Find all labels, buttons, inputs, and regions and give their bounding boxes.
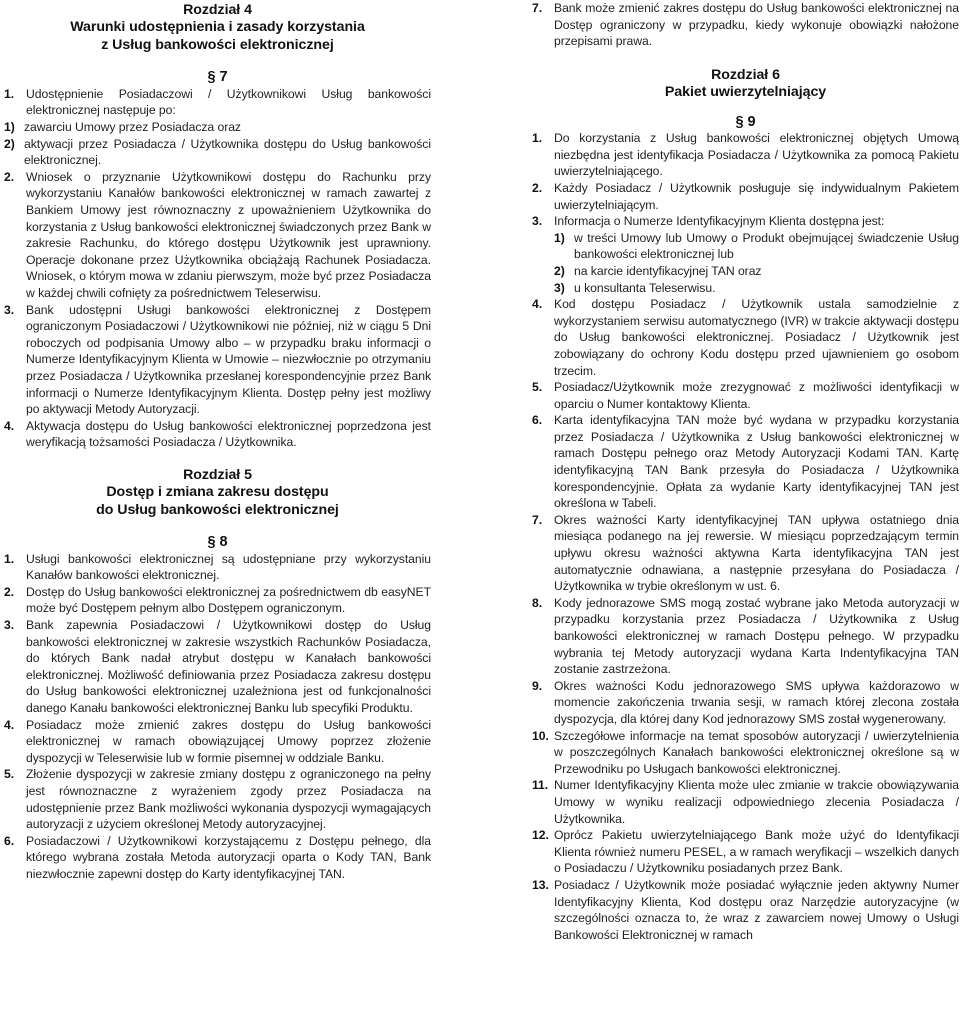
s9-item-4-text: Kod dostępu Posiadacz / Użytkownik ustala samodzielnie z wykorzystaniem serwisu automatycznego (IVR) w trakcie aktywacji dostępu do Usług bankowości elektronicznej. Posiadacz / Użytkownik jest zobowiązany do ochrony Kodu dostępu przed ujawnieniem go osobom trzecim. [554,297,959,378]
s9-item-4-number: 4. [532,297,543,312]
s9-item-13-number: 13. [532,877,549,892]
s9-item-13 [532,877,959,943]
s7-sub-1 [4,119,431,136]
s9-sub-3-number: 3) [554,280,565,295]
chapter-5-title [4,467,431,519]
s7-sub-1-text: zawarciu Umowy przez Posiadacza oraz [24,120,241,134]
chapter-5-title-line-1: Dostęp i zmiana zakresu dostępu [106,484,329,501]
s8-item-4 [4,717,431,767]
s8-item-4-text: Posiadacz może zmienić zakres dostępu do Usług bankowości elektronicznej w ramach obowiązującej Umowy poprzez złożenie dyspozycji w Teleserwisie lub w formie pisemnej w oddziale Banku. [26,717,431,765]
s8-item-7-number: 7. [532,1,543,15]
s9-item-2-number: 2. [532,180,543,195]
s8-item-6-number: 6. [4,833,15,848]
s8-item-1-number: 1. [4,551,15,566]
s9-item-7-number: 7. [532,512,543,527]
section-8-heading: § 8 [207,534,228,551]
s9-item-12-number: 12. [532,828,549,843]
s9-sub-1 [554,230,959,263]
s7-item-1 [4,86,431,119]
s9-sub-1-text: w treści Umowy lub Umowy o Produkt obejmującej świadczenie Usług bankowości elektronicznej lub [574,230,959,262]
chapter-6-title [532,67,959,102]
s9-item-7 [532,512,959,595]
s7-item-2-text: Wniosek o przyznanie Użytkownikowi dostępu do Rachunku przy wykorzystaniu Kanałów bankowości elektronicznej w ramach zawartej z Bankiem Umowy jest równoznaczny z upoważnieniem Użytkownika do korzystania z Usług bankowości elektronicznej świadczonych przez Bank w zakresie Rachunku, do którego dostępu Użytkownik jest uprawniony. Operacje dokonane przez Użytkownika obciążają Rachunek Posiadacza. Wniosek, o którym mowa w zdaniu pierwszym, może być przez Posiadacza w każdej chwili cofnięty za pośrednictwem Teleserwisu. [26,169,431,300]
s7-item-2 [4,169,431,302]
s9-sub-1-number: 1) [554,230,565,245]
s8-item-4-number: 4. [4,717,15,732]
s7-item-3 [4,302,431,418]
s9-item-10 [532,728,959,778]
s9-item-6 [532,412,959,512]
s8-item-2-text: Dostęp do Usług bankowości elektronicznej za pośrednictwem db easyNET może być Dostępem pełnym albo Dostępem ograniczonym. [26,584,431,616]
s9-item-2 [532,180,959,213]
s9-item-13-text: Posiadacz / Użytkownik może posiadać wyłącznie jeden aktywny Numer Identyfikacyjny Klienta, Kod dostępu oraz Narzędzie autoryzacyjne (w szczególności oznacza to, że wraz z zawarciem nowej Umowy o Usługi Bankowości Elektronicznej w ramach [554,877,959,942]
s7-sub-2-number: 2) [4,136,15,151]
s9-sub-3-text: u konsultanta Teleserwisu. [574,280,716,295]
s9-item-12 [532,827,959,877]
s8-item-5 [4,766,431,832]
s9-item-11 [532,777,959,827]
s9-item-4 [532,296,959,379]
s9-item-5-text: Posiadacz/Użytkownik może zrezygnować z możliwości identyfikacji w oparciu o Numer kontaktowy Klienta. [554,380,959,411]
chapter-5-title-line-2: do Usług bankowości elektronicznej [96,501,339,518]
s9-item-8-number: 8. [532,595,543,610]
s9-sub-2-text: na karcie identyfikacyjnej TAN oraz [574,263,762,278]
s9-item-5-number: 5. [532,380,543,395]
s8-item-1 [4,551,431,584]
s7-item-4-text: Aktywacja dostępu do Usług bankowości elektronicznej poprzedzona jest weryfikacją tożsamości Posiadacza / Użytkownika. [26,418,431,450]
s8-item-6-text: Posiadaczowi / Użytkownikowi korzystającemu z Dostępu pełnego, dla którego wybrana została Metoda autoryzacji oparta o Kody TAN, Bank niezwłocznie zapewni dostęp do Karty identyfikacyjnej TAN. [26,833,431,881]
s9-sub-2 [554,263,959,280]
chapter-6-number: Rozdział 6 [711,66,780,83]
s8-item-6 [4,833,431,883]
s8-item-5-number: 5. [4,767,15,782]
section-7-heading: § 7 [207,69,228,86]
chapter-6-title-line-1: Pakiet uwierzytelniający [664,84,827,101]
s9-item-3 [532,213,959,230]
chapter-4-number: Rozdział 4 [183,2,252,18]
s9-item-7-text: Okres ważności Karty identyfikacyjnej TAN upływa ostatniego dnia miesiąca podanego na jej rewersie. W miesiącu poprzedzającym termin upływu okresu ważności aktywna Karta identyfikacyjna TAN jest automatycznie odnawiana, a następnie przesyłana do Posiadacza / Użytkownika w trybie określonym w ust. 6. [554,512,959,594]
section-9-heading: § 9 [735,113,756,130]
s9-sub-3 [554,280,959,297]
s7-item-4-number: 4. [4,418,15,433]
s9-item-8-text: Kody jednorazowe SMS mogą zostać wybrane jako Metoda autoryzacji w przypadku korzystania przez Posiadacza / Użytkownika z Usług bankowości elektronicznej w ramach Dostępu pełnego. W przypadku wybrania tej Metody autoryzacji wydana Karta Indentyfikacyjna TAN zostanie zastrzeżona. [554,595,959,677]
s9-sub-2-number: 2) [554,263,565,278]
chapter-5-number: Rozdział 5 [183,466,252,483]
s9-item-1 [532,130,959,180]
s7-sub-2-text: aktywacji przez Posiadacza / Użytkownika dostępu do Usług bankowości elektronicznej. [24,136,431,168]
s8-item-2 [4,584,431,617]
s7-item-1-number: 1. [4,86,15,101]
s9-item-10-number: 10. [532,728,549,743]
s7-item-3-text: Bank udostępni Usługi bankowości elektronicznej z Dostępem ograniczonym Posiadaczowi / Użytkownikowi nie później, niż w ciągu 5 Dni roboczych od podpisania Umowy albo – w przypadku braku informacji o Numerze Identyfikacyjnym Klienta w Umowie – niezwłocznie po otrzymaniu przez Posiadacza / Użytkownika przesłanej korespondencyjnie przez Bank informacji o Numerze Identyfikacyjnym Klienta. Dostęp pełny jest możliwy po aktywacji Metody Autoryzacji. [26,302,431,417]
s9-item-1-number: 1. [532,131,543,146]
s9-item-11-text: Numer Identyfikacyjny Klienta może ulec zmianie w trakcie obowiązywania Umowy w wyniku realizacji odpowiedniego zlecenia Posiadacza / Użytkownika. [554,778,959,826]
s9-item-11-number: 11. [532,778,549,793]
s8-item-5-text: Złożenie dyspozycji w zakresie zmiany dostępu z ograniczonego na pełny jest równoznaczne z wyrażeniem zgody przez Posiadacza na udostępnienie przez Bank możliwości wykonania dyspozycji wymagających autoryzacji z użyciem określonej Metody autoryzacyjnej. [26,767,431,832]
s7-item-1-text: Udostępnienie Posiadaczowi / Użytkownikowi Usług bankowości elektronicznej następuje po: [26,86,431,118]
s9-item-8 [532,595,959,678]
s7-item-3-number: 3. [4,302,15,317]
s7-sub-1-number: 1) [4,120,15,134]
s9-item-6-text: Karta identyfikacyjna TAN może być wydana w przypadku korzystania przez Posiadacza / Użytkownika z Usług bankowości elektronicznej w ramach Dostępu pełnego oraz Metody Autoryzacji Kodami TAN. Kartę identyfikacyjną TAN Bank przesyła do Posiadacza / Użytkownika korespondencyjnie. Opłata za wydanie Karty identyfikacyjnej TAN jest określona w Tabeli. [554,413,959,511]
s9-item-1-text: Do korzystania z Usług bankowości elektronicznej objętych Umową niezbędna jest identyfikacja Posiadacza / Użytkownika za pomocą Pakietu uwierzytelniającego. [554,131,959,179]
s8-item-7 [532,0,959,50]
s7-item-4 [4,418,431,451]
s8-item-7-text: Bank może zmienić zakres dostępu do Usług bankowości elektronicznej na Dostęp ograniczony w przypadku, kiedy wykonuje obowiązki nałożone przepisami prawa. [554,1,959,49]
s9-sub-list [532,230,959,296]
s8-item-2-number: 2. [4,584,15,599]
s8-item-3 [4,617,431,717]
chapter-4-title [4,2,431,54]
chapter-4-title-line-1: Warunki udostępnienia i zasady korzystania [70,19,365,36]
s7-sub-2 [4,136,431,169]
s9-item-2-text: Każdy Posiadacz / Użytkownik posługuje się indywidualnym Pakietem uwierzytelniającym. [554,180,959,212]
s9-item-3-text: Informacja o Numerze Identyfikacyjnym Klienta dostępna jest: [554,214,885,229]
s9-item-9-number: 9. [532,678,543,693]
s8-item-1-text: Usługi bankowości elektronicznej są udostępniane przy wykorzystaniu Kanałów bankowości elektronicznej. [26,551,431,583]
s9-item-9-text: Okres ważności Kodu jednorazowego SMS upływa każdorazowo w momencie zakończenia trwania sesji, w ramach której zlecona została dyspozycja, dla której dany Kod jednorazowy SMS został wygenerowany. [554,678,959,726]
s9-item-10-text: Szczegółowe informacje na temat sposobów autoryzacji / uwierzytelnienia w poszczególnych Kanałach bankowości elektronicznej określone są w Przewodniku po Usługach bankowości elektronicznej. [554,728,959,776]
right-column [532,0,959,943]
chapter-4-title-line-2: z Usług bankowości elektronicznej [101,36,334,53]
s9-item-9 [532,678,959,728]
s9-item-3-number: 3. [532,214,543,229]
s8-item-3-text: Bank zapewnia Posiadaczowi / Użytkownikowi dostęp do Usług bankowości elektronicznej w zakresie wszystkich Rachunków Posiadacza, do których Bank nadał atrybut dostępu w Kanałach bankowości elektronicznej. Możliwość definiowania przez Posiadacza zakresu dostępu do Usług bankowości elektronicznej uzależniona jest od funkcjonalności danego Kanału bankowości elektronicznej Banku lub specyfiki Produktu. [26,618,431,716]
s9-item-12-text: Oprócz Pakietu uwierzytelniającego Bank może użyć do Identyfikacji Klienta również numeru PESEL, a w ramach weryfikacji – wszelkich danych o Posiadaczu / Użytkowniku posiadanych przez Bank. [554,828,959,876]
s9-item-6-number: 6. [532,413,543,428]
left-column [4,0,431,883]
s8-item-3-number: 3. [4,618,15,633]
s9-item-5 [532,379,959,412]
s7-item-2-number: 2. [4,169,15,184]
